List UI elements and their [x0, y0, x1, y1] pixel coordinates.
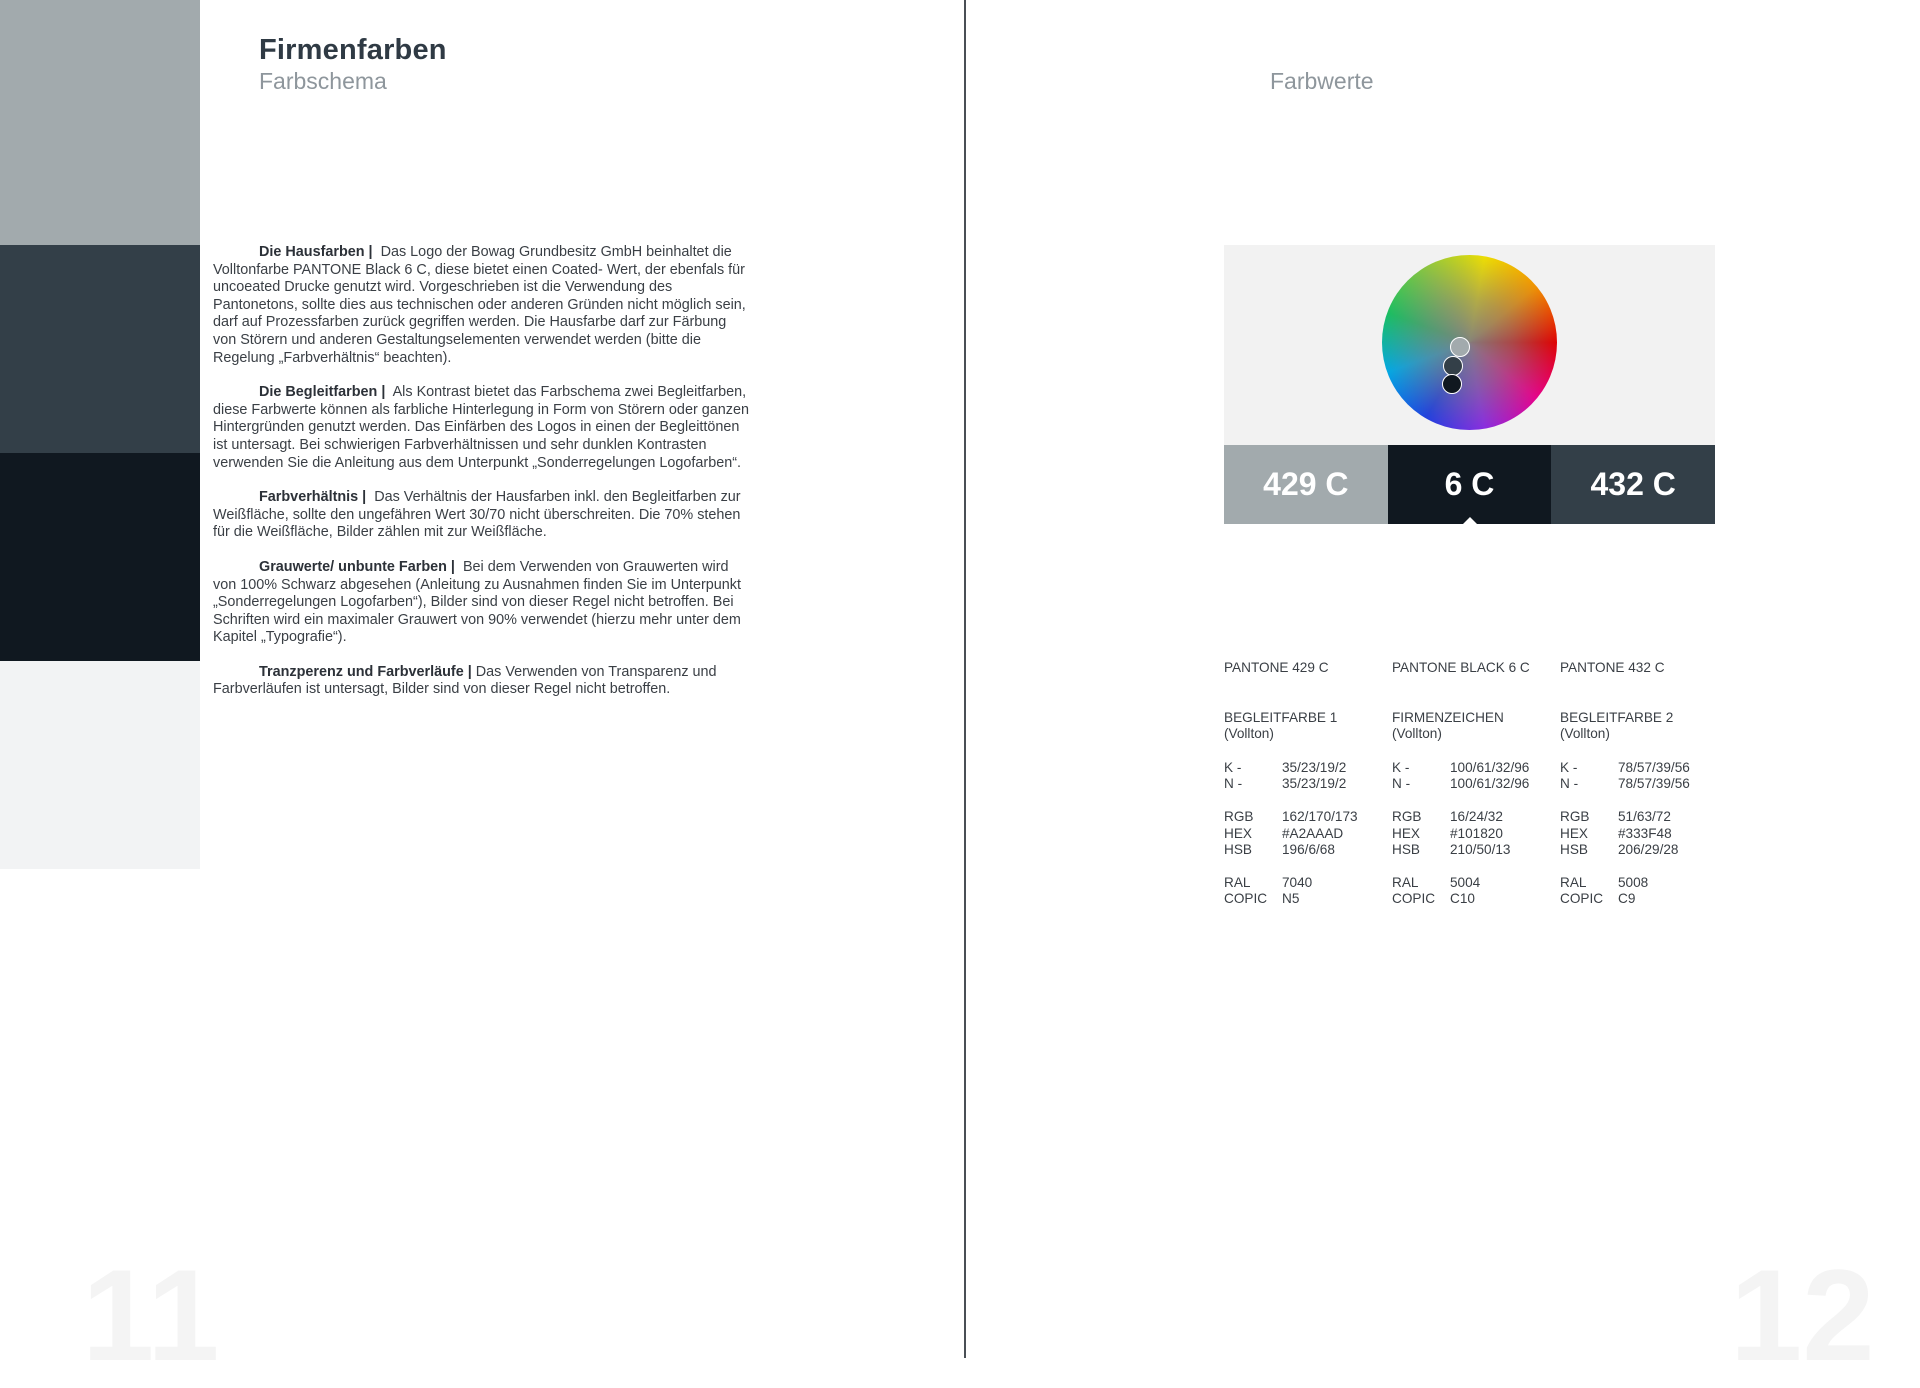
spec-label: HSB	[1224, 842, 1252, 858]
paragraph-farbverhaeltnis	[213, 489, 753, 542]
spec-hex	[1392, 826, 1560, 843]
color-role-note: (Vollton)	[1392, 726, 1442, 742]
spec-n	[1224, 776, 1392, 793]
pantone-name: PANTONE BLACK 6 C	[1392, 660, 1530, 675]
color-role: FIRMENZEICHEN	[1392, 709, 1504, 725]
spec-label: HEX	[1224, 825, 1252, 841]
chip-6c	[1388, 445, 1552, 524]
pantone-name: PANTONE 429 C	[1224, 660, 1329, 675]
spec-value: 210/50/13	[1450, 842, 1511, 858]
paragraph-text: Als Kontrast bietet das Farbschema zwei Begleitfarben, diese Farbwerte können als farbliche Hinterlegung in Form von Störern oder ganzen Hintergründen genutzt werden. Das Einfärben des Logos in einen der Begleittönen ist untersagt. Bei schwierigen Farbverhältnissen und sehr dunklen Kontrasten verwenden Sie die Anleitung aus dem Unterpunkt „Sonderregelungen Logofarben“.	[213, 384, 749, 471]
spec-ral	[1224, 875, 1392, 892]
paragraph-text: Das Logo der Bowag Grundbesitz GmbH beinhaltet die Volltonfarbe PANTONE Black 6 C, diese bietet einen Coated- Wert, der ebenfals für uncoeated Drucke genutzt wird. Vorgeschrieben ist die Verwendung des Pantonetons, sollte dies aus technischen oder anderen Gründen nicht möglich sein, darf auf Prozessfarben zurück gegriffen werden. Die Hausfarbe darf zur Färbung von Störern und anderen Gestaltungselementen verwendet werden (bitte die Regelung „Farbverhältnis“ beachten).	[213, 244, 746, 366]
swatch-hausfarbe	[0, 453, 200, 661]
color-wheel	[1382, 255, 1557, 430]
spec-label: HSB	[1392, 842, 1420, 858]
spec-hsb	[1392, 842, 1560, 859]
selected-marker	[1463, 517, 1477, 524]
spec-n	[1560, 776, 1728, 793]
spec-rgb	[1392, 809, 1560, 826]
spec-value: #101820	[1450, 825, 1503, 841]
spec-value: C9	[1618, 891, 1636, 907]
spec-label: RGB	[1392, 808, 1422, 824]
page-divider	[964, 0, 966, 1358]
paragraph-heading: Die Begleitfarben |	[259, 384, 386, 401]
spec-label: RAL	[1392, 874, 1419, 890]
spec-label: K -	[1392, 759, 1410, 775]
swatch-begleitfarbe-2	[0, 245, 200, 453]
spec-value: 35/23/19/2	[1282, 759, 1347, 775]
spec-value: 162/170/173	[1282, 808, 1358, 824]
spec-label: COPIC	[1224, 891, 1268, 907]
spec-ral	[1392, 875, 1560, 892]
color-role: BEGLEITFARBE 2	[1560, 709, 1674, 725]
spec-hex	[1560, 826, 1728, 843]
spec-value: 100/61/32/96	[1450, 759, 1530, 775]
spec-value: #333F48	[1618, 825, 1672, 841]
color-wheel-marker-6c	[1442, 374, 1462, 394]
spec-value: N5	[1282, 891, 1300, 907]
color-wheel-marker-429c	[1450, 337, 1470, 357]
spec-value: 78/57/39/56	[1618, 759, 1690, 775]
paragraph-heading: Farbverhältnis |	[259, 489, 367, 506]
paragraph-text: Das Verwenden von Transparenz und Farbverläufen ist untersagt, Bilder sind von dieser Regel nicht betroffen.	[213, 663, 717, 698]
paragraph-text: Bei dem Verwenden von Grauwerten wird von 100% Schwarz abgesehen (Anleitung zu Ausnahmen finden Sie im Unterpunkt „Sonderregelungen Logofarben“), Bilder sind von dieser Regel nicht betroffen. Bei Schriften wird ein maximaler Grauwert von 90% verwendet (hierzu mehr unter dem Kapitel „Typografie“).	[213, 558, 741, 646]
color-wheel-marker-432c	[1443, 356, 1463, 376]
spec-value: 100/61/32/96	[1450, 776, 1530, 792]
color-swatch-strip	[0, 0, 200, 869]
spec-label: RGB	[1560, 808, 1590, 824]
spec-label: HSB	[1560, 842, 1588, 858]
spec-k	[1560, 760, 1728, 777]
color-spec-column	[1392, 660, 1560, 908]
page-title: Firmenfarben	[259, 34, 447, 66]
spec-ral	[1560, 875, 1728, 892]
spec-value: 5004	[1450, 874, 1481, 890]
spec-value: 35/23/19/2	[1282, 776, 1347, 792]
spec-label: K -	[1560, 759, 1578, 775]
spec-value: C10	[1450, 891, 1475, 907]
paragraph-begleitfarben	[213, 384, 753, 472]
spec-n	[1392, 776, 1560, 793]
pantone-name: PANTONE 432 C	[1560, 660, 1665, 675]
page-number-right: 12	[1730, 1242, 1875, 1388]
color-role-note: (Vollton)	[1560, 726, 1610, 742]
spec-label: COPIC	[1560, 891, 1604, 907]
spec-value: 51/63/72	[1618, 808, 1671, 824]
spec-value: 206/29/28	[1618, 842, 1679, 858]
paragraph-hausfarben	[213, 244, 753, 367]
spec-label: RAL	[1560, 874, 1587, 890]
chip-429c: 429 C	[1224, 445, 1388, 524]
paragraph-grauwerte	[213, 559, 753, 647]
spec-label: HEX	[1392, 825, 1420, 841]
swatch-weissflaeche	[0, 661, 200, 869]
color-role-note: (Vollton)	[1224, 726, 1274, 742]
paragraph-heading: Die Hausfarben |	[259, 244, 373, 260]
spec-label: COPIC	[1392, 891, 1436, 907]
spec-label: N -	[1560, 776, 1579, 792]
spec-copic	[1392, 891, 1560, 908]
chip-label: 6 C	[1444, 466, 1495, 502]
spec-k	[1392, 760, 1560, 777]
spec-k	[1224, 760, 1392, 777]
pantone-chips	[1224, 445, 1715, 524]
spec-rgb	[1224, 809, 1392, 826]
spec-hsb	[1560, 842, 1728, 859]
color-spec-column	[1224, 660, 1392, 908]
spec-label: N -	[1392, 776, 1411, 792]
paragraph-heading: Grauwerte/ unbunte Farben |	[259, 558, 455, 575]
page-number-left: 11	[82, 1242, 220, 1388]
spec-label: RAL	[1224, 874, 1251, 890]
paragraph-transparenz	[213, 664, 753, 699]
spec-label: N -	[1224, 776, 1243, 792]
spec-label: HEX	[1560, 825, 1588, 841]
color-role: BEGLEITFARBE 1	[1224, 709, 1338, 725]
section-subtitle-farbwerte: Farbwerte	[1270, 68, 1374, 94]
spec-label: K -	[1224, 759, 1242, 775]
spec-value: 7040	[1282, 874, 1313, 890]
spec-value: 78/57/39/56	[1618, 776, 1690, 792]
color-spec-column	[1560, 660, 1728, 908]
spec-hsb	[1224, 842, 1392, 859]
swatch-begleitfarbe-1	[0, 0, 200, 245]
spec-copic	[1560, 891, 1728, 908]
spec-hex	[1224, 826, 1392, 843]
paragraph-text: Das Verhältnis der Hausfarben inkl. den Begleitfarben zur Weißfläche, sollte den ungefähren Wert 30/70 nicht überschreiten. Die 70% stehen für die Weißfläche, Bilder zählen mit zur Weißfläche.	[213, 489, 741, 541]
spec-copic	[1224, 891, 1392, 908]
spec-rgb	[1560, 809, 1728, 826]
body-text	[213, 244, 753, 716]
page-subtitle: Farbschema	[259, 68, 387, 94]
chip-432c: 432 C	[1551, 445, 1715, 524]
spec-value: 5008	[1618, 874, 1649, 890]
paragraph-heading: Tranzperenz und Farbverläufe |	[259, 663, 472, 680]
spec-value: 196/6/68	[1282, 842, 1335, 858]
spec-value: #A2AAAD	[1282, 825, 1344, 841]
spec-value: 16/24/32	[1450, 808, 1503, 824]
spec-label: RGB	[1224, 808, 1254, 824]
